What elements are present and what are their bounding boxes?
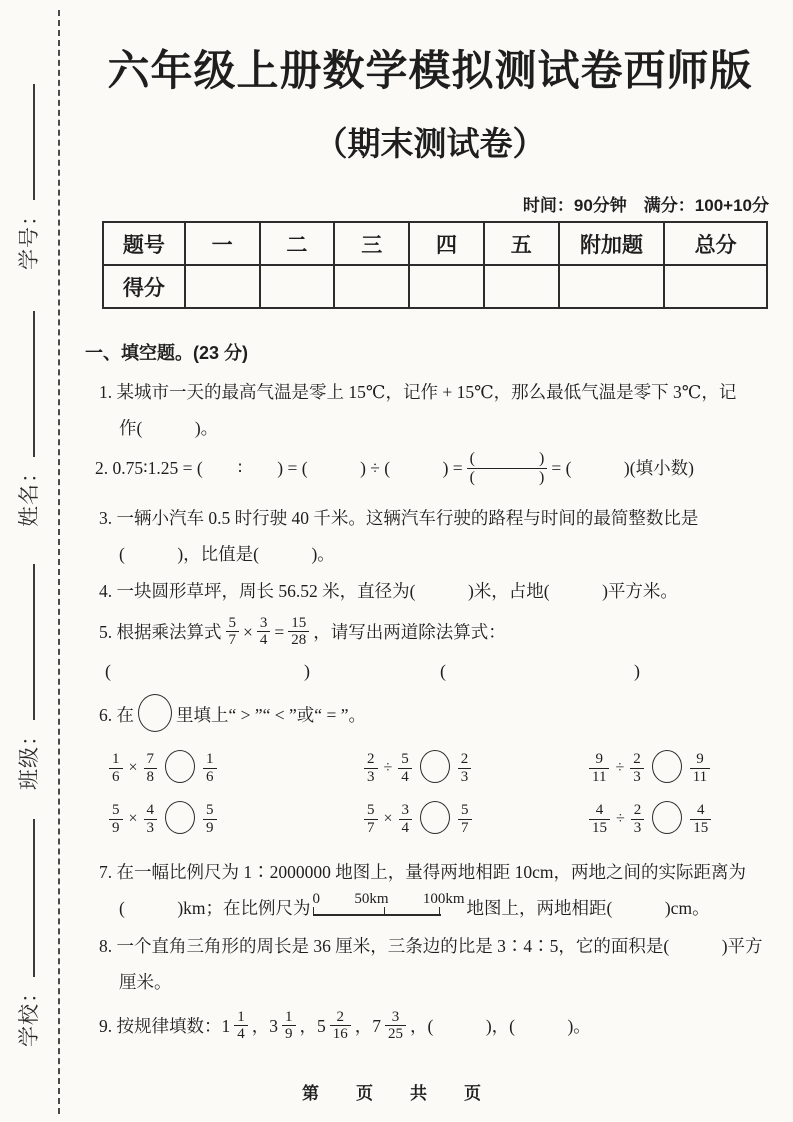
answer-blank <box>440 654 640 688</box>
fraction: $\frac{3}{25}$ <box>385 1009 406 1044</box>
sequence-separator: ，5 <box>299 1015 326 1036</box>
question-7-line-2 <box>85 890 775 926</box>
score-empty-cell <box>484 265 559 308</box>
fraction: $\frac{9}{11}$ <box>589 751 609 786</box>
score-header-cell: 题号 <box>103 222 185 265</box>
score-empty-cell <box>664 265 767 308</box>
fraction: $\frac{5}{9}$ <box>203 802 217 837</box>
compare-circle-icon <box>165 801 195 834</box>
fraction <box>226 615 240 650</box>
school-write-line <box>21 819 35 977</box>
fraction-denominator: 28 <box>288 631 309 649</box>
fraction-denominator: ( ) <box>467 468 548 487</box>
page-footer: 第 页 共 页 <box>302 1084 491 1103</box>
question-6-row-2 <box>85 801 775 838</box>
comparison-item <box>105 801 360 838</box>
equals-sign: = <box>274 621 285 642</box>
fraction: $\frac{3}{4}$ <box>399 802 413 837</box>
school-label: 学校： <box>17 981 41 1047</box>
score-empty-cell <box>185 265 260 308</box>
fraction: $\frac{2}{3}$ <box>458 751 472 786</box>
sequence-separator: ，7 <box>354 1015 381 1036</box>
fraction: $\frac{4}{3}$ <box>144 802 158 837</box>
question-8-line-1: 8. 一个直角三角形的周长是 36 厘米，三条边的比是 3∶4∶5，它的面积是( )平方 <box>99 935 763 956</box>
question-7-line-2-tail: 地图上，两地相距( )cm。 <box>466 897 710 918</box>
sidebar-field-school <box>6 819 50 1047</box>
class-label: 班级： <box>17 724 41 790</box>
score-empty-cell <box>409 265 484 308</box>
operator: × <box>128 810 138 828</box>
fraction: $\frac{2}{16}$ <box>330 1009 351 1044</box>
name-write-line <box>21 311 35 457</box>
fraction-denominator: 7 <box>226 631 240 649</box>
sequence-separator: ，3 <box>251 1015 278 1036</box>
sidebar-field-class <box>6 564 50 790</box>
comparison-item <box>585 750 775 787</box>
fraction-denominator: 4 <box>257 631 271 649</box>
score-header-cell: 附加题 <box>559 222 665 265</box>
question-2 <box>85 450 775 487</box>
score-empty-cell <box>260 265 335 308</box>
operator: ÷ <box>383 759 393 777</box>
comparison-item <box>585 801 775 838</box>
fraction: $\frac{2}{3}$ <box>631 802 645 837</box>
sidebar-field-student-id <box>6 84 50 270</box>
cut-dashed-line <box>58 10 60 1114</box>
score-header-cell: 一 <box>185 222 260 265</box>
fraction: $\frac{2}{3}$ <box>364 751 378 786</box>
compare-circle-icon <box>652 801 682 834</box>
question-6-row-1 <box>85 750 775 787</box>
fraction: $\frac{1}{6}$ <box>109 751 123 786</box>
compare-circle-icon <box>165 750 195 783</box>
comparison-item <box>360 801 585 838</box>
scale-bar-line <box>313 909 441 916</box>
student-id-label: 学号： <box>17 204 41 270</box>
question-7-line-1: 7. 在一幅比例尺为 1∶2000000 地图上，量得两地相距 10cm，两地之间的实际距离为 <box>99 861 747 882</box>
question-3-line-2: ( )，比值是( )。 <box>119 543 335 564</box>
score-header-cell: 五 <box>484 222 559 265</box>
fraction <box>257 615 271 650</box>
compare-circle-icon <box>420 801 450 834</box>
question-2-lead: 2. 0.75∶1.25 = ( ∶ ) = ( ) ÷ ( ) = <box>95 458 463 479</box>
score-header-cell: 四 <box>409 222 484 265</box>
question-9 <box>85 1008 775 1044</box>
fraction: $\frac{5}{7}$ <box>364 802 378 837</box>
compare-circle-icon <box>420 750 450 783</box>
score-header-cell: 二 <box>260 222 335 265</box>
fraction: $\frac{2}{3}$ <box>630 751 644 786</box>
class-write-line <box>21 564 35 720</box>
fraction: $\frac{5}{7}$ <box>458 802 472 837</box>
question-9-tail: ，( )，( )。 <box>410 1015 591 1036</box>
question-4: 4. 一块圆形草坪，周长 56.52 米，直径为( )米，占地( )平方米。 <box>99 580 678 601</box>
score-header-cell: 三 <box>334 222 409 265</box>
question-5-tail: ，请写出两道除法算式： <box>313 621 506 642</box>
score-table-score-row <box>103 265 767 308</box>
multiply-operator: × <box>243 621 253 642</box>
question-2-tail: = ( )(填小数) <box>551 458 694 479</box>
name-label: 姓名： <box>17 461 41 527</box>
score-row-label: 得分 <box>103 265 185 308</box>
score-empty-cell <box>334 265 409 308</box>
paren-close: ) <box>304 660 310 681</box>
fraction-numerator: 5 <box>228 614 236 631</box>
scale-tick-label-50: 50km <box>354 890 389 907</box>
fraction: $\frac{1}{4}$ <box>234 1009 248 1044</box>
student-id-write-line <box>21 84 35 200</box>
fraction-numerator: ( ) <box>469 450 545 467</box>
page-subtitle: （期末测试卷） <box>314 125 546 162</box>
question-6-lead: 6. 在 <box>99 704 134 725</box>
question-3-line-1: 3. 一辆小汽车 0.5 时行驶 40 千米。这辆汽车行驶的路程与时间的最简整数比是 <box>99 507 699 528</box>
compare-circle-icon <box>652 750 682 783</box>
fraction: $\frac{9}{11}$ <box>690 751 710 786</box>
scale-tick-label-0: 0 <box>312 890 321 907</box>
question-5-answer-blanks <box>85 654 775 688</box>
operator: ÷ <box>615 759 625 777</box>
time-score-info: 时间：90分钟 满分：100+10分 <box>522 196 769 215</box>
paren-close: ) <box>634 660 640 681</box>
fraction: $\frac{5}{4}$ <box>398 751 412 786</box>
question-9-lead: 9. 按规律填数：1 <box>99 1015 231 1036</box>
page-title: 六年级上册数学模拟测试卷西师版 <box>107 47 753 94</box>
sidebar-field-name <box>6 311 50 527</box>
score-empty-cell <box>559 265 665 308</box>
operator: × <box>128 759 138 777</box>
question-7-line-2-lead: ( )km；在比例尺为 <box>119 897 311 918</box>
score-table <box>102 221 768 309</box>
compare-circle-icon <box>138 694 172 732</box>
comparison-item <box>105 750 360 787</box>
paren-open: ( <box>105 660 111 681</box>
section-1-heading: 一、填空题。(23 分) <box>85 343 249 363</box>
question-5-lead: 5. 根据乘法算式 <box>99 621 222 642</box>
paper-body <box>85 30 775 1044</box>
map-scale-bar <box>313 890 465 926</box>
blank-fraction <box>467 450 548 487</box>
fraction: $\frac{1}{6}$ <box>203 751 217 786</box>
paren-open: ( <box>440 660 446 681</box>
fraction <box>288 615 309 650</box>
fraction: $\frac{4}{15}$ <box>690 802 711 837</box>
scale-tick-label-100: 100km <box>422 890 465 907</box>
operator: × <box>383 810 393 828</box>
question-6-tail: 里填上“ > ”“ < ”或“ = ”。 <box>176 704 366 725</box>
comparison-item <box>360 750 585 787</box>
score-table-header-row <box>103 222 767 265</box>
question-6-heading <box>85 694 775 736</box>
fraction: $\frac{1}{9}$ <box>282 1009 296 1044</box>
fraction-numerator: 3 <box>259 614 268 631</box>
question-1-line-1: 1. 某城市一天的最高气温是零上 15℃，记作 + 15℃，那么最低气温是零下 3℃，记 <box>99 382 737 402</box>
fraction-numerator: 15 <box>291 614 307 631</box>
operator: ÷ <box>616 810 625 828</box>
fraction: $\frac{7}{8}$ <box>144 751 158 786</box>
answer-blank <box>105 654 310 688</box>
question-5 <box>85 614 775 650</box>
fraction: $\frac{4}{15}$ <box>589 802 610 837</box>
question-1-line-2: 作( )。 <box>119 418 219 438</box>
question-8-line-2: 厘米。 <box>119 971 172 992</box>
fraction: $\frac{5}{9}$ <box>109 802 123 837</box>
score-header-cell: 总分 <box>664 222 767 265</box>
